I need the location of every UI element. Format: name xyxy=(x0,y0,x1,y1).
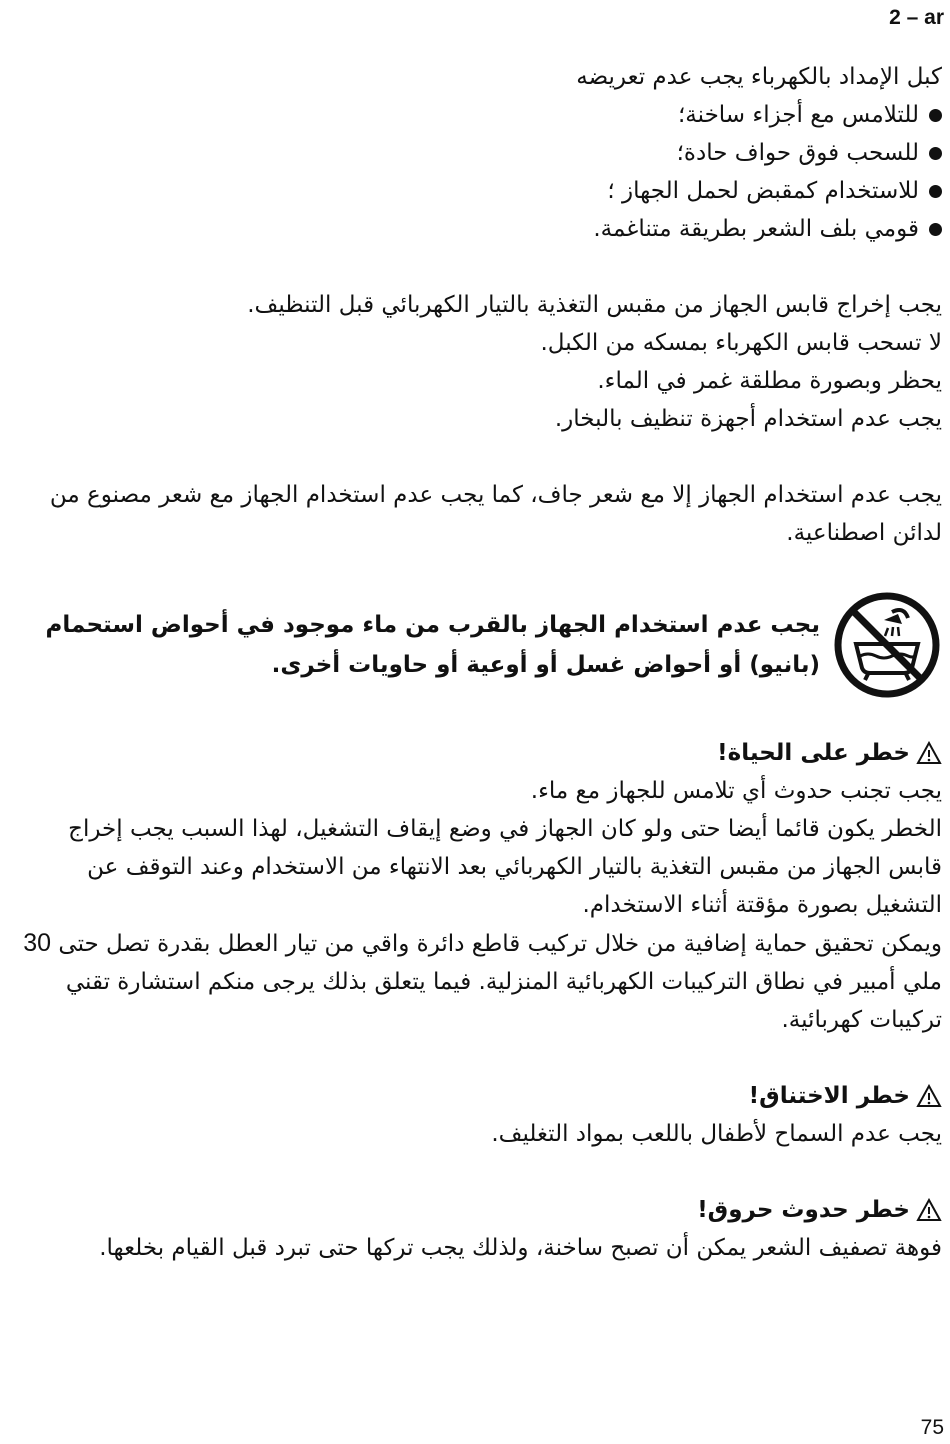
danger-life-para: يجب تجنب حدوث أي تلامس للجهاز مع ماء. xyxy=(530,778,942,804)
rcd-current-value: 30 xyxy=(23,929,52,957)
cleaning-line: يجب إخراج قابس الجهاز من مقبس التغذية بالتيار الكهربائي قبل التنظيف. xyxy=(247,292,942,318)
danger-suffocation-section xyxy=(18,1077,942,1153)
danger-life-title: خطر على الحياة! xyxy=(717,740,910,766)
cable-section xyxy=(18,58,942,248)
list-item xyxy=(18,96,942,134)
rcd-text-after: ملي أمبير في نطاق التركيبات الكهربائية المنزلية. فيما يتعلق بذلك يرجى منكم استشارة تقني تركيبات كهربائية. xyxy=(65,969,942,1033)
water-warning-text: يجب عدم استخدام الجهاز بالقرب من ماء موجود في أحواض استحمام (بانيو) أو أحواض غسل أو أوعية أو حاويات أخرى. xyxy=(45,612,820,678)
list-item-text: للسحب فوق حواف حادة؛ xyxy=(676,140,919,166)
cable-bullet-list xyxy=(18,96,942,248)
bullet-icon xyxy=(929,223,942,236)
cable-intro: كبل الإمداد بالكهرباء يجب عدم تعريضه xyxy=(576,64,942,90)
list-item xyxy=(18,172,942,210)
page-identifier: 2 – ar xyxy=(889,6,944,29)
danger-suffocation-heading xyxy=(18,1077,942,1115)
cleaning-line: يجب عدم استخدام أجهزة تنظيف بالبخار. xyxy=(554,406,942,432)
danger-life-para: الخطر يكون قائما أيضا حتى ولو كان الجهاز في وضع إيقاف التشغيل، لهذا السبب يجب إخراج قابس الجهاز من مقبس التغذية بالتيار الكهربائي بعد الانتهاء من الاستخدام وعند التوقف عن التشغيل بصورة مؤقتة أثناء الاستخدام. xyxy=(68,816,942,918)
document-body xyxy=(18,58,942,1305)
danger-burn-heading xyxy=(18,1191,942,1229)
danger-life-heading xyxy=(18,734,942,772)
list-item xyxy=(18,134,942,172)
list-item-text: للاستخدام كمقبض لحمل الجهاز ؛ xyxy=(607,178,919,204)
no-water-bathtub-icon xyxy=(832,590,942,700)
list-item xyxy=(18,210,942,248)
rcd-text-before: ويمكن تحقيق حماية إضافية من خلال تركيب قاطع دائرة واقي من تيار العطل بقدرة تصل حتى xyxy=(58,931,942,957)
danger-suffocation-text: يجب عدم السماح لأطفال باللعب بمواد التغليف. xyxy=(491,1121,942,1147)
danger-life-para xyxy=(18,924,942,1039)
danger-burn-text: فوهة تصفيف الشعر يمكن أن تصبح ساخنة، ولذلك يجب تركها حتى تبرد قبل القيام بخلعها. xyxy=(99,1235,942,1261)
list-item-text: للتلامس مع أجزاء ساخنة؛ xyxy=(677,102,919,128)
water-warning xyxy=(18,590,942,700)
danger-burn-section xyxy=(18,1191,942,1267)
bullet-icon xyxy=(929,147,942,160)
warning-triangle-icon xyxy=(916,741,942,765)
bullet-icon xyxy=(929,109,942,122)
danger-burn-title: خطر حدوث حروق! xyxy=(697,1197,910,1223)
danger-life-section xyxy=(18,734,942,1039)
warning-triangle-icon xyxy=(916,1198,942,1222)
dry-hair-section xyxy=(18,476,942,552)
cleaning-line: لا تسحب قابس الكهرباء بمسكه من الكبل. xyxy=(540,330,942,356)
list-item-text: قومي بلف الشعر بطريقة متناغمة. xyxy=(593,216,919,242)
warning-triangle-icon xyxy=(916,1084,942,1108)
cleaning-line: يحظر وبصورة مطلقة غمر في الماء. xyxy=(597,368,942,394)
page-number: 75 xyxy=(920,1416,944,1439)
cleaning-section xyxy=(18,286,942,438)
bullet-icon xyxy=(929,185,942,198)
dry-hair-text: يجب عدم استخدام الجهاز إلا مع شعر جاف، كما يجب عدم استخدام الجهاز مع شعر مصنوع من لدائن اصطناعية. xyxy=(49,482,942,546)
danger-suffocation-title: خطر الاختناق! xyxy=(748,1083,910,1109)
